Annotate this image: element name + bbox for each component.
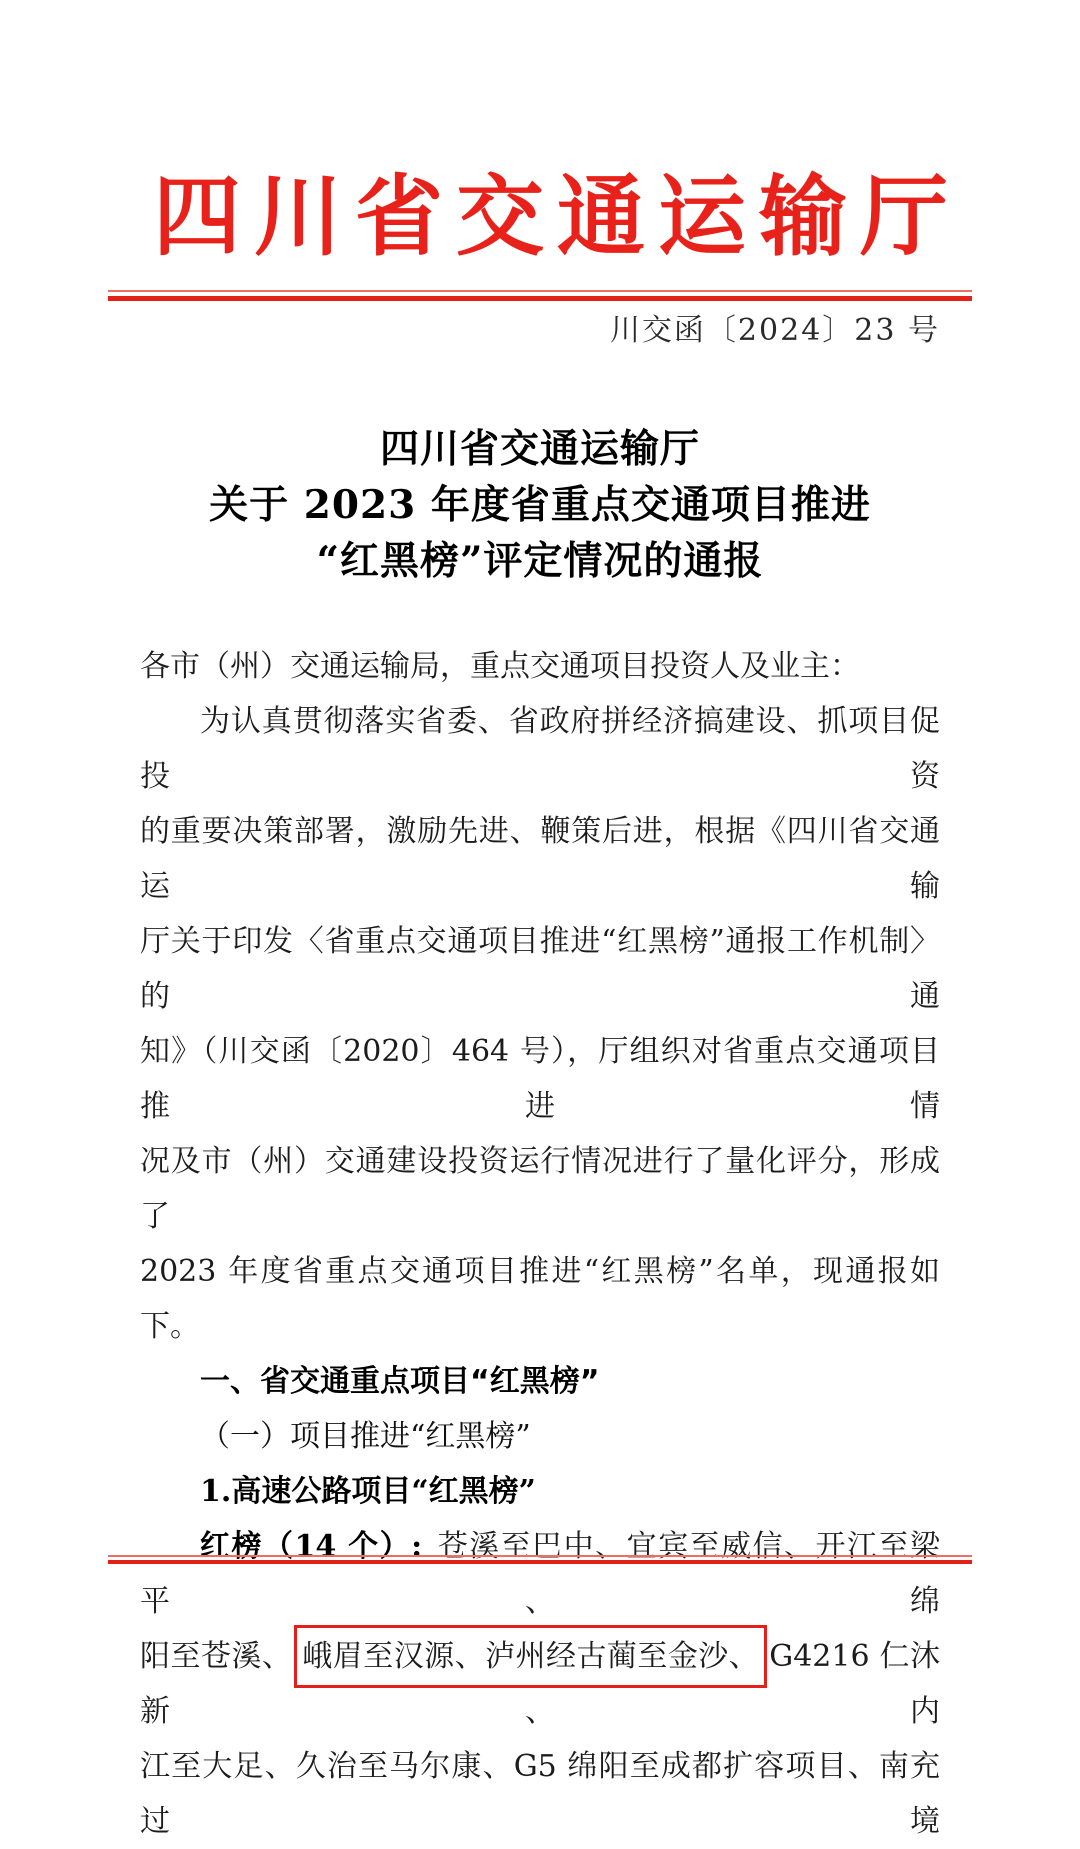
official-document-page [0, 164, 1080, 1839]
red-list-line-1 [140, 1519, 940, 1629]
red-list-line-2-before: 阳至苍溪、 [140, 1638, 293, 1674]
section-heading-level-1: 一、省交通重点项目“红黑榜” [200, 1363, 600, 1399]
section-heading-level-2: （一）项目推进“红黑榜” [200, 1418, 531, 1454]
document-title [140, 421, 940, 589]
document-title-line-3: “红黑榜”评定情况的通报 [316, 537, 764, 584]
paragraph-line: 为认真贯彻落实省委、省政府拼经济搞建设、抓项目促投资 [140, 703, 940, 794]
paragraph-line: 的重要决策部署，激励先进、鞭策后进，根据《四川省交通运输 [140, 813, 940, 904]
red-list-line-1-text: 苍溪至巴中、宜宾至威信、开江至梁平、绵 [140, 1528, 940, 1619]
red-list-line-2-after: G4216 仁沐新、内 [140, 1638, 941, 1729]
highlight-box-annotation: 峨眉至汉源、泸州经古蔺至金沙、 [294, 1625, 767, 1688]
paragraph-line: 况及市（州）交通建设投资运行情况进行了量化评分，形成了 [140, 1143, 940, 1234]
letterhead-divider-line [108, 290, 972, 301]
red-list-line-3: 江至大足、久治至马尔康、G5 绵阳至成都扩容项目、南充过境 [140, 1748, 940, 1839]
red-list-lead-label: 红榜（14 个）: [200, 1528, 423, 1564]
red-list-line-2 [140, 1629, 940, 1739]
page-footer-divider-line [108, 1555, 972, 1564]
document-content [0, 164, 1080, 1849]
section-heading-level-3: 1.高速公路项目“红黑榜” [200, 1473, 536, 1509]
document-title-line-1: 四川省交通运输厅 [379, 425, 700, 472]
document-reference-number: 川交函〔2024〕23 号 [609, 312, 940, 348]
document-title-line-2: 关于 2023 年度省重点交通项目推进 [209, 481, 871, 528]
paragraph-line: 2023 年度省重点交通项目推进“红黑榜”名单，现通报如下。 [140, 1253, 940, 1344]
document-body [140, 639, 940, 1849]
letterhead-agency-title: 四川省交通运输厅 [153, 164, 962, 268]
paragraph-line: 知》（川交函〔2020〕464 号），厅组织对省重点交通项目推进情 [140, 1033, 940, 1124]
paragraph-line: 厅关于印发〈省重点交通项目推进“红黑榜”通报工作机制〉的通 [140, 923, 940, 1014]
salutation-line: 各市（州）交通运输局，重点交通项目投资人及业主： [140, 648, 860, 684]
